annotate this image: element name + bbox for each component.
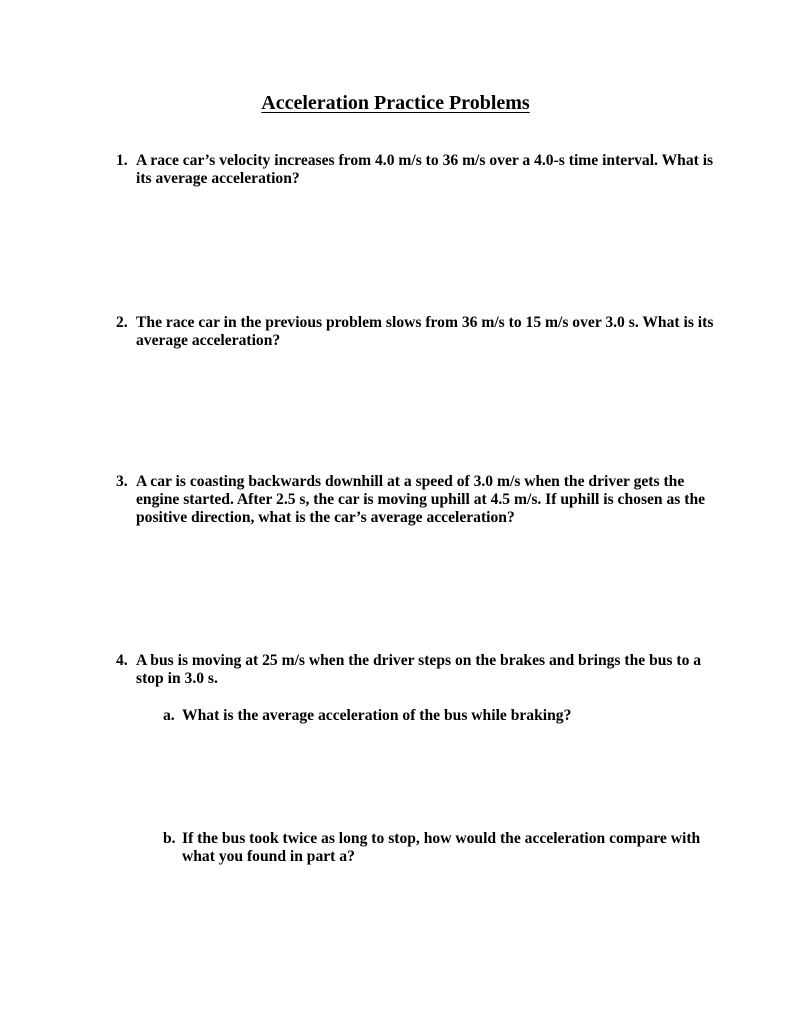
problem-text: A car is coasting backwards downhill at a speed of 3.0 m/s when the driver gets the engine started. After 2.5 s, the car is moving uphill at 4.5 m/s. If uphill is chosen as the positive direction, what is the car’s average acceleration? <box>136 473 706 526</box>
problem-4 <box>116 652 728 688</box>
problem-number: 2. <box>116 314 128 331</box>
problem-4-part-a <box>163 707 723 725</box>
part-letter: b. <box>163 830 176 847</box>
problem-4-part-b <box>163 830 723 866</box>
problem-text: A bus is moving at 25 m/s when the driver steps on the brakes and brings the bus to a stop in 3.0 s. <box>136 652 702 687</box>
problem-number: 1. <box>116 152 128 169</box>
problem-number: 4. <box>116 652 128 669</box>
part-text: What is the average acceleration of the bus while braking? <box>182 707 572 724</box>
problem-2 <box>116 314 728 350</box>
problem-1 <box>116 152 728 188</box>
page-title: Acceleration Practice Problems <box>261 92 530 114</box>
problem-text: A race car’s velocity increases from 4.0 m/s to 36 m/s over a 4.0-s time interval. What is its average acceleration? <box>136 152 714 187</box>
problem-text: The race car in the previous problem slows from 36 m/s to 15 m/s over 3.0 s. What is its average acceleration? <box>136 314 714 349</box>
part-text: If the bus took twice as long to stop, how would the acceleration compare with what you found in part a? <box>182 830 701 865</box>
problem-3 <box>116 473 728 527</box>
problem-number: 3. <box>116 473 128 490</box>
part-letter: a. <box>163 707 175 724</box>
